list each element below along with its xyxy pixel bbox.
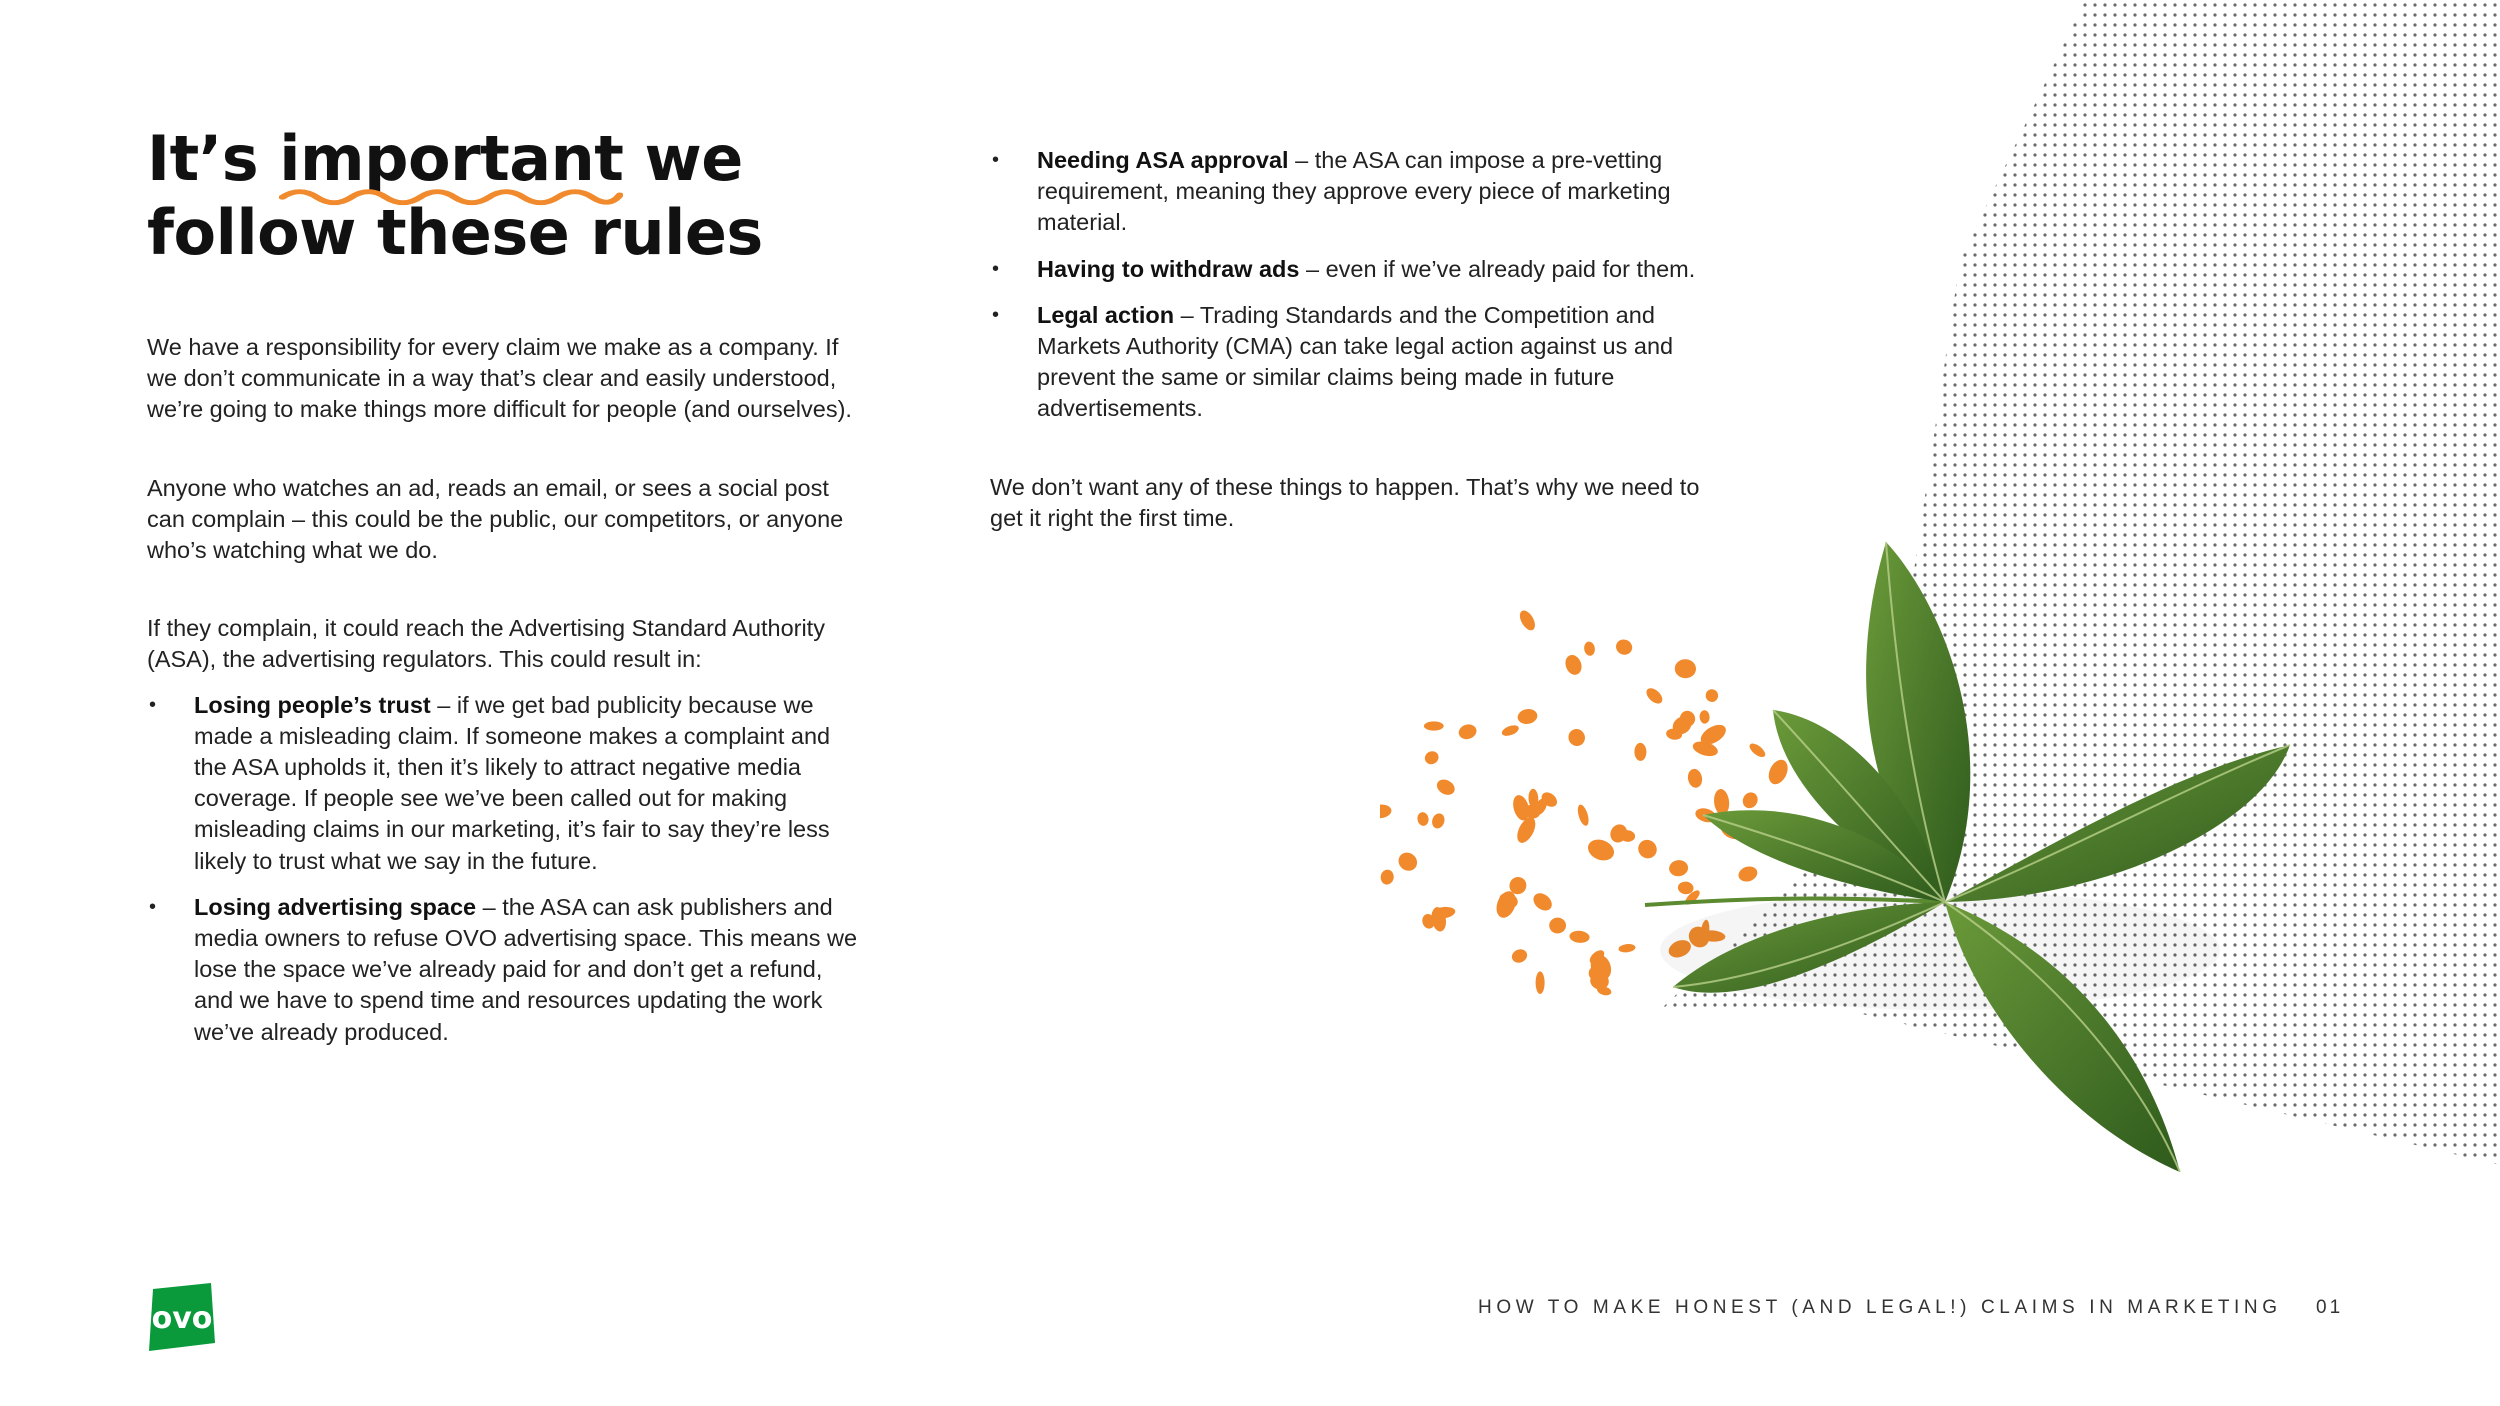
splatter-dot	[1737, 864, 1760, 884]
list-item-title: Needing ASA approval	[1037, 147, 1289, 173]
intro-paragraph: We have a responsibility for every claim we make as a company. If we don’t communicate in a way that’s clear and easily understood, we’re going to make things more difficult for people (and ourselves).	[147, 334, 852, 423]
list-item-title: Legal action	[1037, 301, 1175, 328]
splatter-dot	[1530, 890, 1555, 914]
splatter-dot	[1576, 803, 1591, 827]
bullet-icon: •	[149, 895, 157, 918]
splatter-dot	[1747, 741, 1767, 760]
splatter-dot	[1517, 608, 1538, 633]
splatter-dot	[1380, 803, 1392, 819]
list-item	[990, 254, 1710, 285]
splatter-dot	[1500, 723, 1520, 738]
splatter-dot	[1516, 707, 1538, 725]
splatter-dot	[1618, 943, 1636, 953]
footer-document-title: HOW TO MAKE HONEST (AND LEGAL!) CLAIMS IN MARKETING	[1478, 1297, 2282, 1318]
list-item	[990, 300, 1710, 425]
splatter-dot	[1510, 947, 1529, 965]
right-column	[990, 145, 1710, 581]
closing-paragraph: We don’t want any of these things to happen. That’s why we need to get it right the first time.	[990, 473, 1700, 531]
splatter-dot	[1563, 653, 1585, 678]
list-item	[990, 145, 1710, 239]
splatter-dot	[1380, 869, 1395, 886]
list-item	[147, 892, 867, 1048]
splatter-dot	[1422, 749, 1440, 767]
heading-line-1-end: we	[623, 122, 743, 195]
logo-text: ovo	[151, 1301, 213, 1336]
bullet-icon: •	[992, 149, 1000, 171]
page-heading	[147, 122, 763, 270]
page-number: 01	[2316, 1297, 2344, 1318]
list-item-text: – the ASA can impose a pre-vetting requirement, meaning they approve every piece of marketing material.	[1037, 147, 1671, 236]
splatter-dot	[1634, 743, 1646, 761]
splatter-dot	[1583, 641, 1596, 657]
ovo-logo-icon	[145, 1283, 215, 1351]
list-item-text: – the ASA can ask publishers and media owners to refuse OVO advertising space. This means we lose the space we’ve already paid for and don’t get a refund, and we have to spend time and resources updating the work we’ve already produced.	[194, 893, 858, 1045]
splatter-dot	[1765, 757, 1791, 788]
heading-emphasis-text: important	[279, 122, 624, 195]
splatter-dot	[1668, 859, 1689, 877]
splatter-dot	[1430, 812, 1446, 830]
splatter-dot	[1699, 710, 1710, 724]
list-item-text: – if we get bad publicity because we made a misleading claim. If someone makes a complaint and the ASA upholds it, then it’s likely to attract negative media coverage. If people see we’ve been called out for making misleading claims in our marketing, it’s fair to say they’re less likely to trust what we say in the future.	[194, 691, 831, 874]
complaint-paragraph: Anyone who watches an ad, reads an email, or sees a social post can complain – this could be the public, our competitors, or anyone who’s watching what we do.	[147, 474, 844, 564]
bullet-icon: •	[992, 303, 1000, 326]
splatter-dot	[1549, 917, 1566, 933]
splatter-dot	[1569, 930, 1590, 944]
list-item-title: Losing people’s trust	[194, 691, 431, 718]
heading-line-2: follow these rules	[147, 196, 763, 269]
squiggle-underline-icon	[279, 184, 623, 206]
splatter-dot	[1705, 689, 1719, 703]
splatter-dot	[1457, 722, 1478, 741]
list-item-text: – Trading Standards and the Competition and Markets Authority (CMA) can take legal action against us and prevent the same or similar claims being made in future advertisements.	[1037, 301, 1674, 422]
splatter-dot	[1686, 768, 1703, 789]
splatter-dot	[1585, 836, 1617, 864]
splatter-dot	[1566, 726, 1588, 749]
splatter-dot	[1514, 814, 1540, 845]
splatter-dot	[1434, 777, 1457, 798]
heading-line-1-start: It’s	[147, 122, 280, 195]
splatter-dot	[1395, 849, 1421, 875]
splatter-dot	[1424, 721, 1444, 730]
consequence-lead-paragraph: If they complain, it could reach the Advertising Standard Authority (ASA), the advertising regulators. This could result in:	[147, 615, 825, 673]
splatter-dot	[1674, 659, 1696, 679]
splatter-dot	[1740, 790, 1761, 811]
heading-emphasis-word	[279, 122, 623, 196]
list-item-text: – even if we’ve already paid for them.	[1299, 255, 1696, 282]
splatter-dot	[1536, 971, 1545, 994]
splatter-dot	[1634, 836, 1660, 862]
splatter-dot	[1644, 685, 1666, 706]
consequence-list-left	[147, 690, 867, 1048]
list-item-title: Losing advertising space	[194, 893, 477, 920]
splatter-dot	[1416, 811, 1429, 827]
leaf-illustration	[1380, 520, 2320, 1200]
list-item	[147, 690, 867, 877]
consequence-list-right	[990, 145, 1710, 425]
left-column	[147, 332, 867, 1095]
bullet-icon: •	[992, 257, 1000, 280]
bullet-icon: •	[149, 693, 157, 716]
list-item-title: Having to withdraw ads	[1037, 255, 1300, 282]
splatter-dot	[1614, 637, 1635, 657]
